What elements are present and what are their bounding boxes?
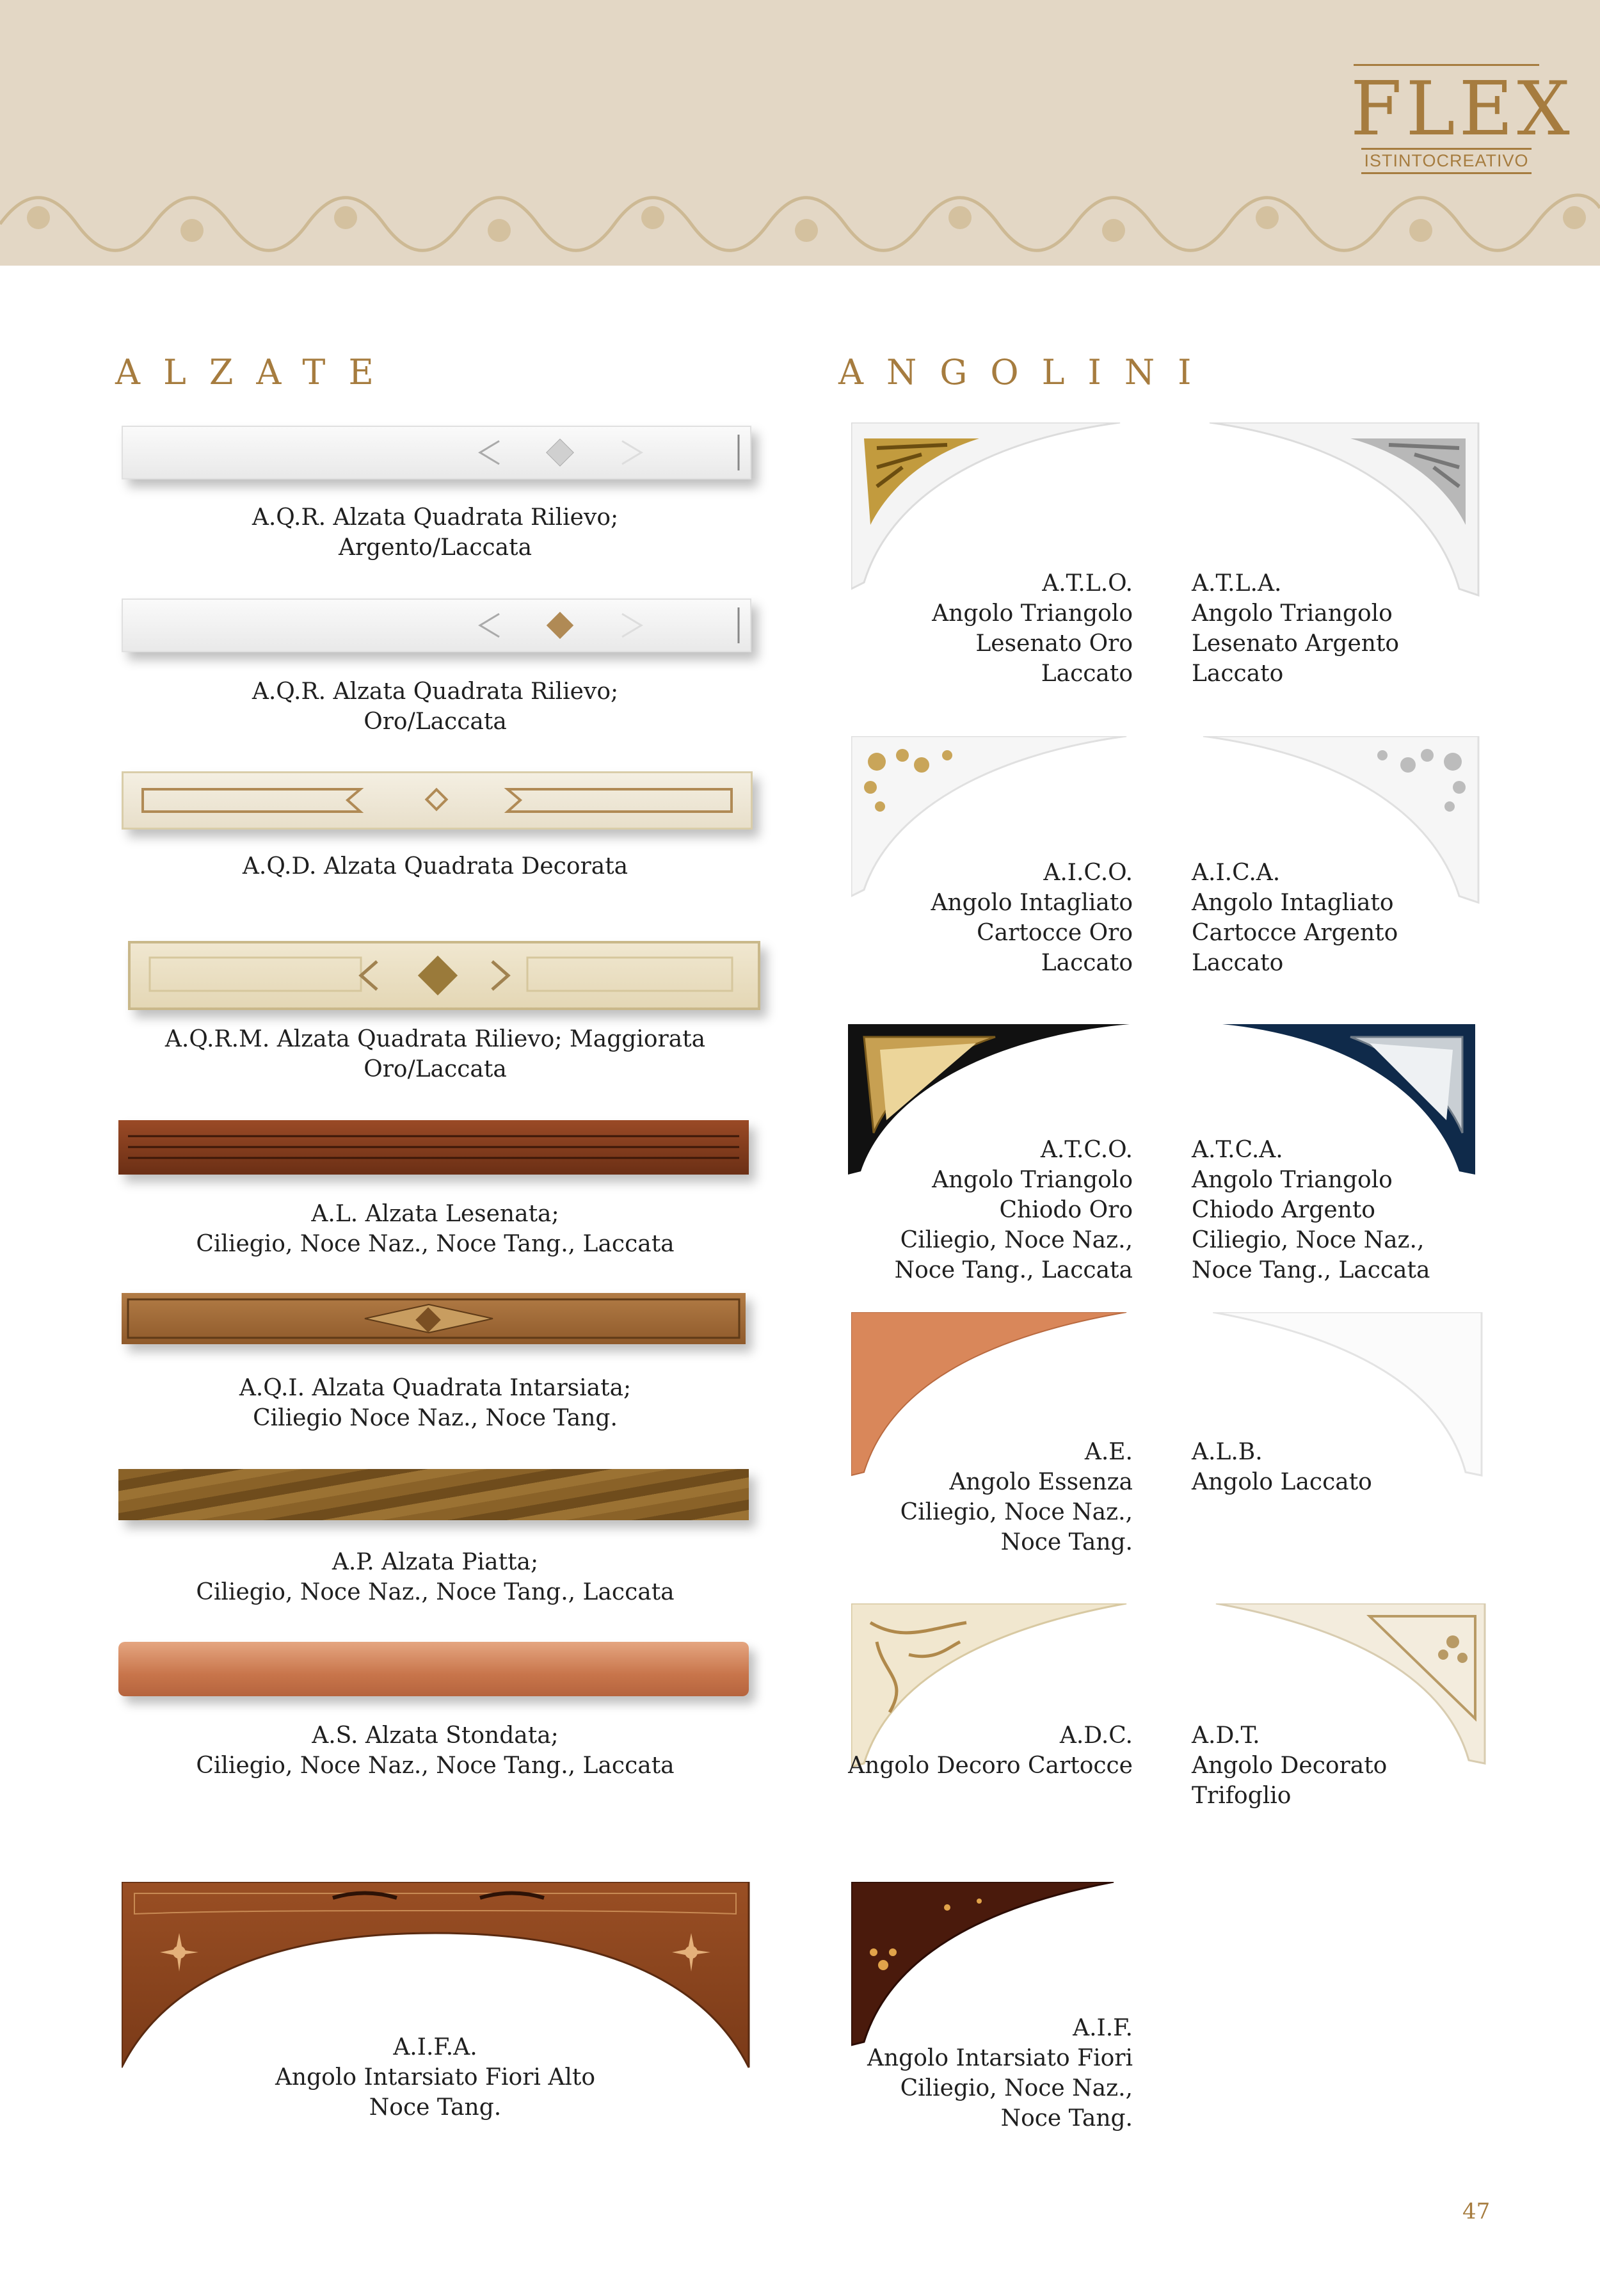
alzata-caption-9 — [115, 2032, 755, 2123]
caption-line: Noce Tang. — [369, 2094, 502, 2121]
angolo-caption-atlo — [858, 568, 1133, 689]
caption-line: A.E. — [1084, 1439, 1133, 1465]
caption-line: Ciliegio Noce Naz., Noce Tang. — [253, 1405, 618, 1431]
caption-line: Laccato — [1041, 950, 1133, 976]
alzata-aqr-argento-image — [122, 426, 751, 479]
caption-line: Angolo Triangolo — [1192, 600, 1393, 627]
caption-line: A.Q.R. Alzata Quadrata Rilievo; — [252, 504, 619, 531]
caption-line: Lesenato Oro — [975, 630, 1133, 657]
angolo-caption-aif — [832, 2013, 1133, 2133]
caption-line: A.L.B. — [1192, 1439, 1263, 1465]
alzate-title: ALZATE — [115, 352, 397, 392]
alzata-caption-5 — [115, 1199, 755, 1259]
caption-line: Trifoglio — [1192, 1783, 1292, 1809]
caption-line: A.S. Alzata Stondata; — [312, 1722, 559, 1749]
caption-line: Noce Tang. — [1000, 1529, 1133, 1555]
inlay-pattern-icon — [122, 1293, 746, 1344]
diamond-icon — [123, 600, 750, 651]
caption-line: Angolo Triangolo — [932, 600, 1133, 627]
angolo-caption-alb — [1192, 1437, 1467, 1497]
caption-line: Ciliegio, Noce Naz., Noce Tang., Laccata — [196, 1579, 675, 1605]
caption-line: A.Q.R.M. Alzata Quadrata Rilievo; Maggiorata — [164, 1026, 706, 1052]
caption-line: Angolo Decorato — [1192, 1753, 1388, 1779]
caption-line: A.P. Alzata Piatta; — [332, 1549, 539, 1575]
caption-line: Ciliegio, Noce Naz., — [900, 1227, 1133, 1253]
caption-line: Oro/Laccata — [364, 709, 507, 735]
caption-line: Ciliegio, Noce Naz., Noce Tang., Laccata — [196, 1231, 675, 1257]
header-ornament-band — [0, 182, 1600, 266]
alzata-ap-image — [118, 1469, 749, 1520]
diamond-icon — [123, 427, 750, 478]
angolo-caption-aica — [1192, 858, 1467, 978]
alzata-aqd-image — [122, 771, 753, 830]
angolo-caption-adt — [1192, 1721, 1467, 1811]
groove-pattern-icon — [118, 1120, 749, 1175]
caption-line: Angolo Essenza — [949, 1469, 1133, 1495]
caption-line: Cartocce Oro — [977, 920, 1133, 946]
caption-line: Laccato — [1041, 661, 1133, 687]
caption-line: Ciliegio, Noce Naz., — [900, 2075, 1133, 2101]
decor-pattern-icon — [124, 773, 751, 828]
caption-line: A.T.L.A. — [1192, 570, 1282, 597]
caption-line: A.T.C.A. — [1192, 1137, 1283, 1163]
caption-line: A.I.F. — [1073, 2015, 1133, 2041]
caption-line: A.I.C.A. — [1192, 860, 1281, 886]
alzata-caption-4 — [115, 1024, 755, 1084]
caption-line: Ciliegio, Noce Naz., — [1192, 1227, 1425, 1253]
alzata-as-image — [118, 1642, 749, 1696]
caption-line: Angolo Triangolo — [932, 1167, 1133, 1193]
caption-line: Lesenato Argento — [1192, 630, 1400, 657]
caption-line: A.T.C.O. — [1040, 1137, 1133, 1163]
angolo-caption-ae — [858, 1437, 1133, 1557]
caption-line: A.Q.D. Alzata Quadrata Decorata — [242, 853, 628, 879]
caption-line: Ciliegio, Noce Naz., Noce Tang., Laccata — [196, 1753, 675, 1779]
logo-brand: FLEX — [1350, 66, 1574, 152]
caption-line: Noce Tang., Laccata — [1192, 1257, 1430, 1283]
caption-line: A.Q.R. Alzata Quadrata Rilievo; — [252, 678, 619, 705]
caption-line: Chiodo Oro — [999, 1197, 1133, 1223]
caption-line: Noce Tang. — [1000, 2105, 1133, 2131]
page-number: 47 — [1462, 2199, 1491, 2224]
angolo-caption-atca — [1192, 1135, 1467, 1285]
alzata-caption-1 — [115, 502, 755, 563]
caption-line: A.T.L.O. — [1042, 570, 1133, 597]
caption-line: A.L. Alzata Lesenata; — [311, 1201, 559, 1227]
caption-line: Angolo Intagliato — [1192, 890, 1394, 916]
caption-line: Angolo Triangolo — [1192, 1167, 1393, 1193]
angolo-caption-aico — [858, 858, 1133, 978]
caption-line: A.D.T. — [1192, 1722, 1260, 1749]
caption-line: Laccato — [1192, 661, 1284, 687]
alzata-aqi-image — [122, 1293, 746, 1344]
caption-line: Oro/Laccata — [364, 1056, 507, 1082]
alzata-caption-6 — [115, 1373, 755, 1433]
caption-line: Noce Tang., Laccata — [894, 1257, 1133, 1283]
alzata-caption-7 — [115, 1547, 755, 1607]
caption-line: A.I.C.O. — [1043, 860, 1133, 886]
angolo-caption-adc — [819, 1721, 1133, 1781]
alzata-caption-3 — [115, 851, 755, 881]
caption-line: A.Q.I. Alzata Quadrata Intarsiata; — [239, 1375, 632, 1401]
caption-line: A.I.F.A. — [393, 2034, 477, 2060]
caption-line: Ciliegio, Noce Naz., — [900, 1499, 1133, 1525]
angolo-caption-atco — [858, 1135, 1133, 1285]
angolini-title: ANGOLINI — [838, 352, 1215, 392]
brand-logo — [1350, 64, 1574, 173]
caption-line: Cartocce Argento — [1192, 920, 1398, 946]
caption-line: Chiodo Argento — [1192, 1197, 1375, 1223]
caption-line: Argento/Laccata — [338, 534, 532, 561]
angolo-caption-atla — [1192, 568, 1467, 689]
caption-line: Laccato — [1192, 950, 1284, 976]
diamond-icon — [131, 943, 758, 1008]
alzata-caption-8 — [115, 1721, 755, 1781]
caption-line: Angolo Decoro Cartocce — [848, 1753, 1133, 1779]
alzata-caption-2 — [115, 677, 755, 737]
caption-line: Angolo Intagliato — [931, 890, 1133, 916]
caption-line: Angolo Intarsiato Fiori Alto — [275, 2064, 596, 2091]
alzata-al-image — [118, 1120, 749, 1175]
alzata-aqr-oro-image — [122, 598, 751, 652]
alzata-aqrm-image — [128, 941, 760, 1010]
logo-tagline: ISTINTOCREATIVO — [1361, 148, 1531, 174]
caption-line: A.D.C. — [1059, 1722, 1133, 1749]
caption-line: Angolo Laccato — [1192, 1469, 1372, 1495]
caption-line: Angolo Intarsiato Fiori — [867, 2045, 1133, 2071]
